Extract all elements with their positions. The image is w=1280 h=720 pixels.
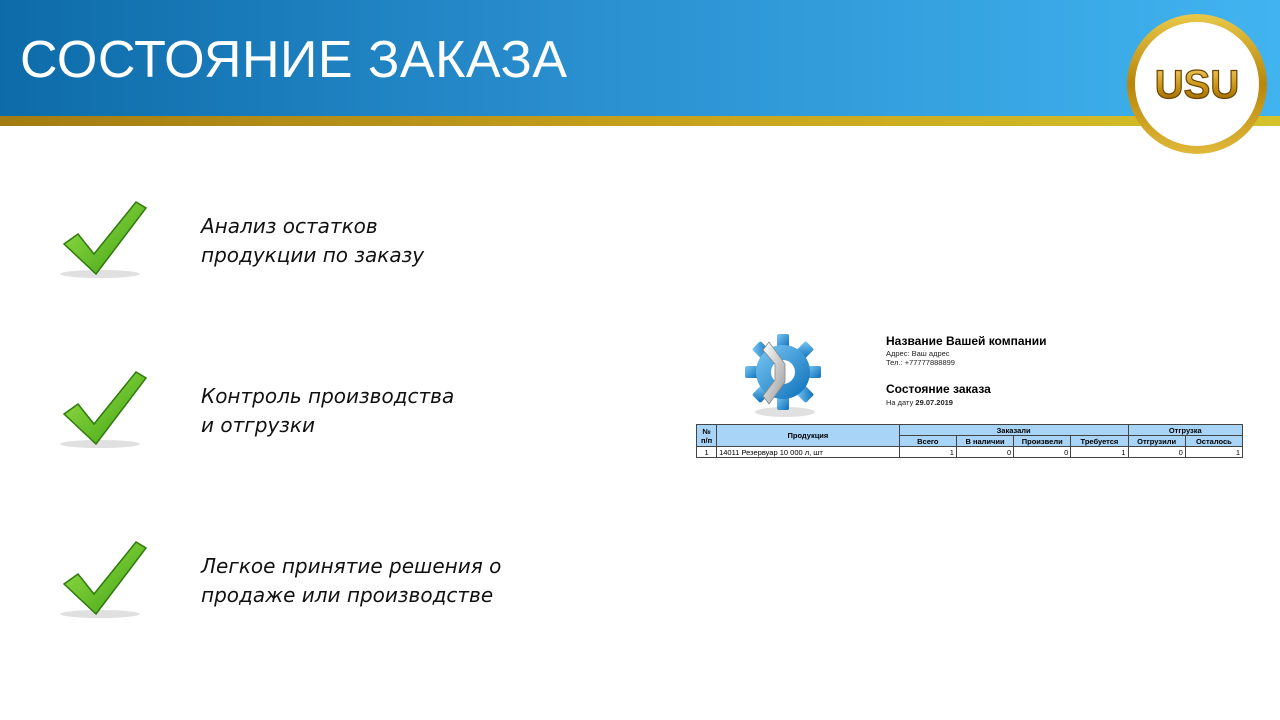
svg-text:USU: USU: [1154, 63, 1240, 107]
col-shipped: Отгрузили: [1128, 436, 1185, 447]
col-num: № п/п: [697, 425, 717, 447]
col-required: Требуется: [1071, 436, 1128, 447]
cell-num: 1: [697, 447, 717, 458]
cell-remaining: 1: [1185, 447, 1242, 458]
feature-item: [56, 540, 616, 630]
col-group-shipping: Отгрузка: [1128, 425, 1242, 436]
check-icon: [56, 370, 152, 454]
feature-line-1: Анализ остатков: [201, 214, 378, 238]
feature-item: [56, 370, 616, 460]
table-row: [697, 447, 1243, 458]
feature-line-2: продукции по заказу: [201, 243, 425, 267]
cell-required: 1: [1071, 447, 1128, 458]
cell-shipped: 0: [1128, 447, 1185, 458]
feature-line-1: Контроль производства: [201, 384, 455, 408]
feature-item: [56, 200, 616, 290]
company-address: Адрес: Ваш адрес: [886, 349, 950, 358]
col-total: Всего: [899, 436, 956, 447]
check-icon: [56, 200, 152, 284]
page-title: СОСТОЯНИЕ ЗАКАЗА: [20, 31, 568, 89]
cell-produced: 0: [1014, 447, 1071, 458]
usu-logo-icon: [1125, 12, 1269, 156]
report-date: На дату 29.07.2019: [886, 398, 953, 407]
col-remaining: Осталось: [1185, 436, 1242, 447]
col-in-stock: В наличии: [956, 436, 1013, 447]
col-group-ordered: Заказали: [899, 425, 1128, 436]
cell-total: 1: [899, 447, 956, 458]
company-phone: Тел.: +77777888899: [886, 358, 955, 367]
feature-line-2: продаже или производстве: [201, 583, 494, 607]
col-produced: Произвели: [1014, 436, 1071, 447]
report-preview: [695, 330, 1245, 465]
feature-line-2: и отгрузки: [201, 413, 315, 437]
order-status-table: [696, 424, 1243, 458]
col-product: Продукция: [717, 425, 900, 447]
gear-icon: [743, 330, 823, 420]
header-stripe: [0, 116, 1280, 126]
cell-product: 14011 Резервуар 10 000 л, шт: [717, 447, 900, 458]
check-icon: [56, 540, 152, 624]
feature-line-1: Легкое принятие решения о: [201, 554, 502, 578]
company-name: Название Вашей компании: [886, 334, 1047, 348]
report-title: Состояние заказа: [886, 382, 991, 396]
cell-in-stock: 0: [956, 447, 1013, 458]
